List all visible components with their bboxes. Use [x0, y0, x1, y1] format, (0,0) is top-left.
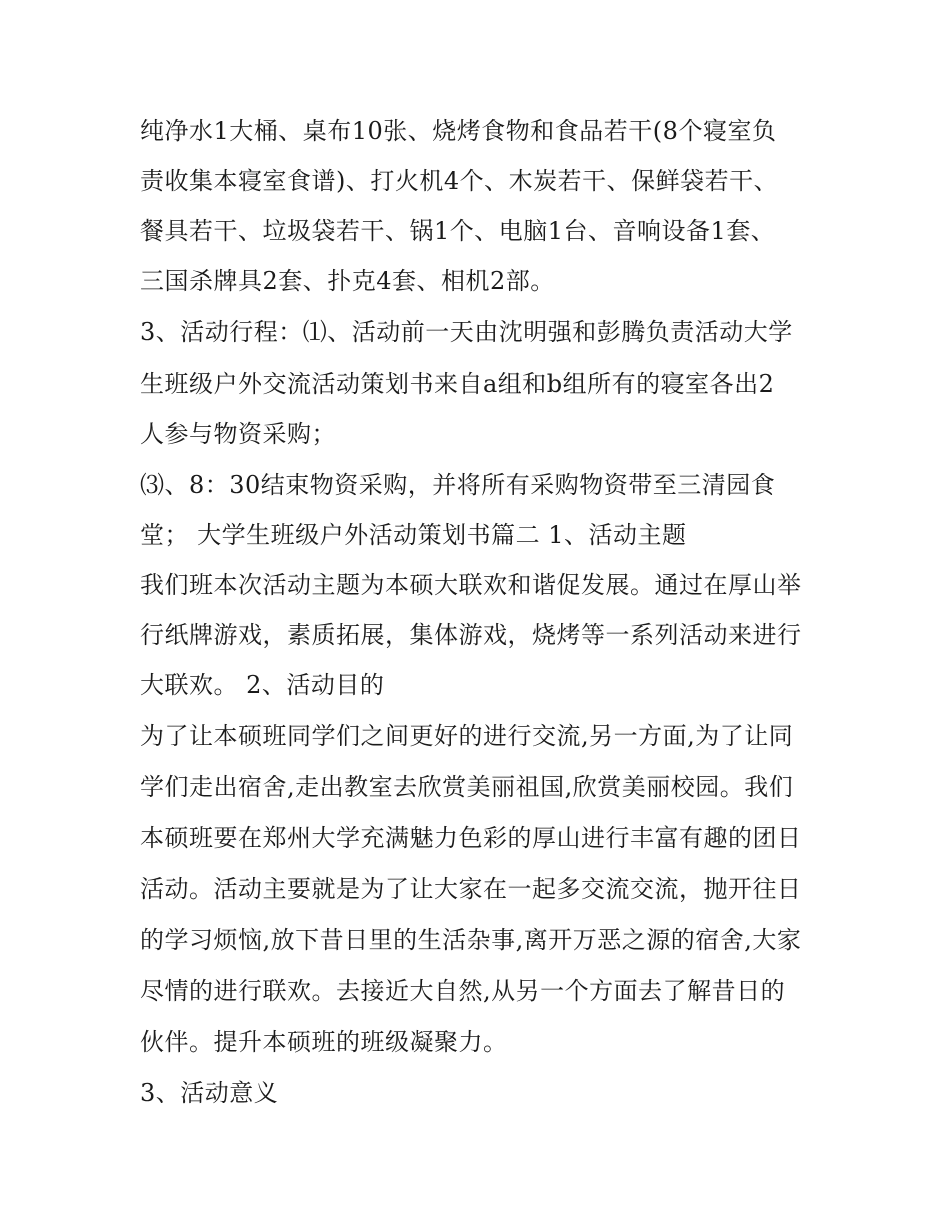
text-line: 我们班本次活动主题为本硕大联欢和谐促发展。通过在厚山举	[140, 571, 802, 599]
text-line: 3、活动意义	[140, 1079, 279, 1107]
text-line: 大联欢。 2、活动目的	[140, 671, 385, 699]
text-line: 本硕班要在郑州大学充满魅力色彩的厚山进行丰富有趣的团日	[140, 824, 802, 852]
text-line: 责收集本寝室食谱)、打火机4个、木炭若干、保鲜袋若干、	[140, 167, 779, 195]
text-line: 堂； 大学生班级户外活动策划书篇二 1、活动主题	[140, 521, 687, 549]
text-line: 餐具若干、垃圾袋若干、锅1个、电脑1台、音响设备1套、	[140, 217, 776, 245]
text-line: 尽情的进行联欢。去接近大自然,从另一个方面去了解昔日的	[140, 977, 786, 1005]
text-line: 人参与物资采购；	[140, 420, 336, 448]
text-line: 三国杀牌具2套、扑克4套、相机2部。	[140, 267, 555, 295]
text-line: 的学习烦恼,放下昔日里的生活杂事,离开万恶之源的宿舍,大家	[140, 926, 802, 954]
text-line: 伙伴。提升本硕班的班级凝聚力。	[140, 1028, 508, 1056]
text-line: 活动。活动主要就是为了让大家在一起多交流交流，抛开往日	[140, 875, 802, 903]
text-line: 学们走出宿舍,走出教室去欣赏美丽祖国,欣赏美丽校园。我们	[140, 773, 794, 801]
text-line: 生班级户外交流活动策划书来自a组和b组所有的寝室各出2	[140, 370, 775, 398]
text-line: 行纸牌游戏，素质拓展，集体游戏，烧烤等一系列活动来进行	[140, 621, 802, 649]
text-line: 纯净水1大桶、桌布10张、烧烤食物和食品若干(8个寝室负	[140, 117, 777, 145]
text-line: 3、活动行程：⑴、活动前一天由沈明强和彭腾负责活动大学	[140, 318, 793, 346]
text-line: 为了让本硕班同学们之间更好的进行交流,另一方面,为了让同	[140, 722, 794, 750]
text-line: ⑶、8：30结束物资采购，并将所有采购物资带至三清园食	[140, 471, 776, 499]
